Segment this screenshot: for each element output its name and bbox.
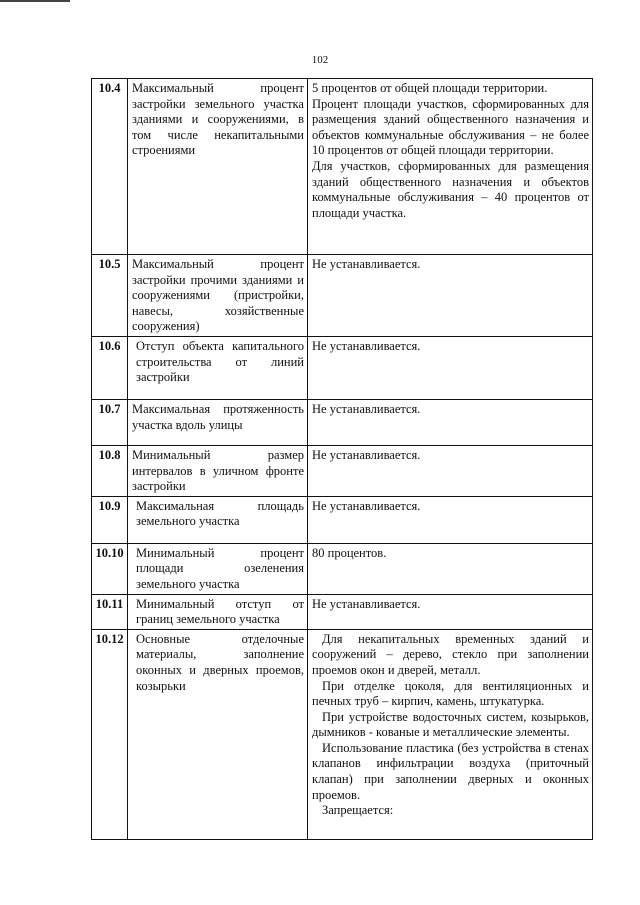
parameter-name: Минимальный размер интервалов в уличном фронте застройки	[128, 445, 308, 496]
row-number: 10.10	[92, 543, 128, 594]
value-paragraph: Не устанавливается.	[312, 596, 421, 611]
parameter-value	[308, 629, 593, 839]
value-paragraph: Не устанавливается.	[312, 447, 421, 462]
scan-edge-mark	[0, 0, 70, 12]
parameter-value	[308, 445, 593, 496]
row-number: 10.11	[92, 594, 128, 629]
value-paragraph: Не устанавливается.	[312, 401, 421, 416]
row-number: 10.8	[92, 445, 128, 496]
parameter-value	[308, 79, 593, 255]
table-row	[92, 496, 593, 543]
value-paragraph: Не устанавливается.	[312, 257, 421, 271]
value-paragraph: Процент площади участков, сформированных для размещения зданий общественного назначения и объектов коммунальные обслуживания – не более 10 процентов от общей площади территории.	[312, 96, 589, 158]
table-row	[92, 399, 593, 445]
parameter-value	[308, 594, 593, 629]
row-number: 10.4	[92, 79, 128, 255]
row-number: 10.6	[92, 336, 128, 399]
table-row	[92, 543, 593, 594]
parameter-value	[308, 255, 593, 337]
table-row	[92, 336, 593, 399]
row-number: 10.9	[92, 496, 128, 543]
value-paragraph: При устройстве водосточных систем, козырьков, дымников - кованые и металлические элементы.	[312, 709, 589, 740]
parameter-value	[308, 543, 593, 594]
value-paragraph: Для некапитальных временных зданий и сооружений – дерево, стекло при заполнении проемов окон и дверей, металл.	[312, 631, 589, 677]
parameter-name: Максимальная протяженность участка вдоль улицы	[128, 399, 308, 445]
row-number: 10.5	[92, 255, 128, 337]
parameter-name: Минимальный отступ от границ земельного участка	[128, 594, 308, 629]
parameter-value	[308, 399, 593, 445]
row-number: 10.12	[92, 629, 128, 839]
parameter-value	[308, 336, 593, 399]
parameter-name: Максимальный процент застройки прочими зданиями и сооружениями (пристройки, навесы, хозяйственные сооружения)	[128, 255, 308, 337]
value-paragraph: Использование пластика (без устройства в стенах клапанов инфильтрации воздуха (приточный клапан) при заполнении дверных и оконных проемов.	[312, 740, 589, 802]
table-row	[92, 594, 593, 629]
table-row	[92, 445, 593, 496]
parameter-name: Максимальный процент застройки земельного участка зданиями и сооружениями, в том числе некапитальными строениями	[128, 79, 308, 255]
value-paragraph: Запрещается:	[322, 803, 394, 818]
parameter-name: Отступ объекта капитального строительства от линий застройки	[128, 336, 308, 399]
value-paragraph: Не устанавливается.	[312, 498, 421, 513]
table-row	[92, 255, 593, 337]
value-paragraph: Не устанавливается.	[312, 338, 421, 353]
parameter-value	[308, 496, 593, 543]
page-number: 102	[311, 54, 329, 66]
parameter-name: Максимальная площадь земельного участка	[128, 496, 308, 543]
table-row	[92, 79, 593, 255]
value-paragraph: 5 процентов от общей площади территории.	[312, 81, 548, 95]
parameter-name: Минимальный процент площади озеленения земельного участка	[128, 543, 308, 594]
parameter-name: Основные отделочные материалы, заполнение оконных и дверных проемов, козырьки	[128, 629, 308, 839]
regulations-table	[91, 78, 593, 840]
value-paragraph: Для участков, сформированных для размещения зданий общественного назначения и объектов коммунальные обслуживания – 40 процентов от площади участка.	[312, 158, 589, 220]
row-number: 10.7	[92, 399, 128, 445]
table-row	[92, 629, 593, 839]
value-paragraph: При отделке цоколя, для вентиляционных и печных труб – кирпич, камень, штукатурка.	[312, 678, 589, 709]
value-paragraph: 80 процентов.	[312, 545, 387, 560]
